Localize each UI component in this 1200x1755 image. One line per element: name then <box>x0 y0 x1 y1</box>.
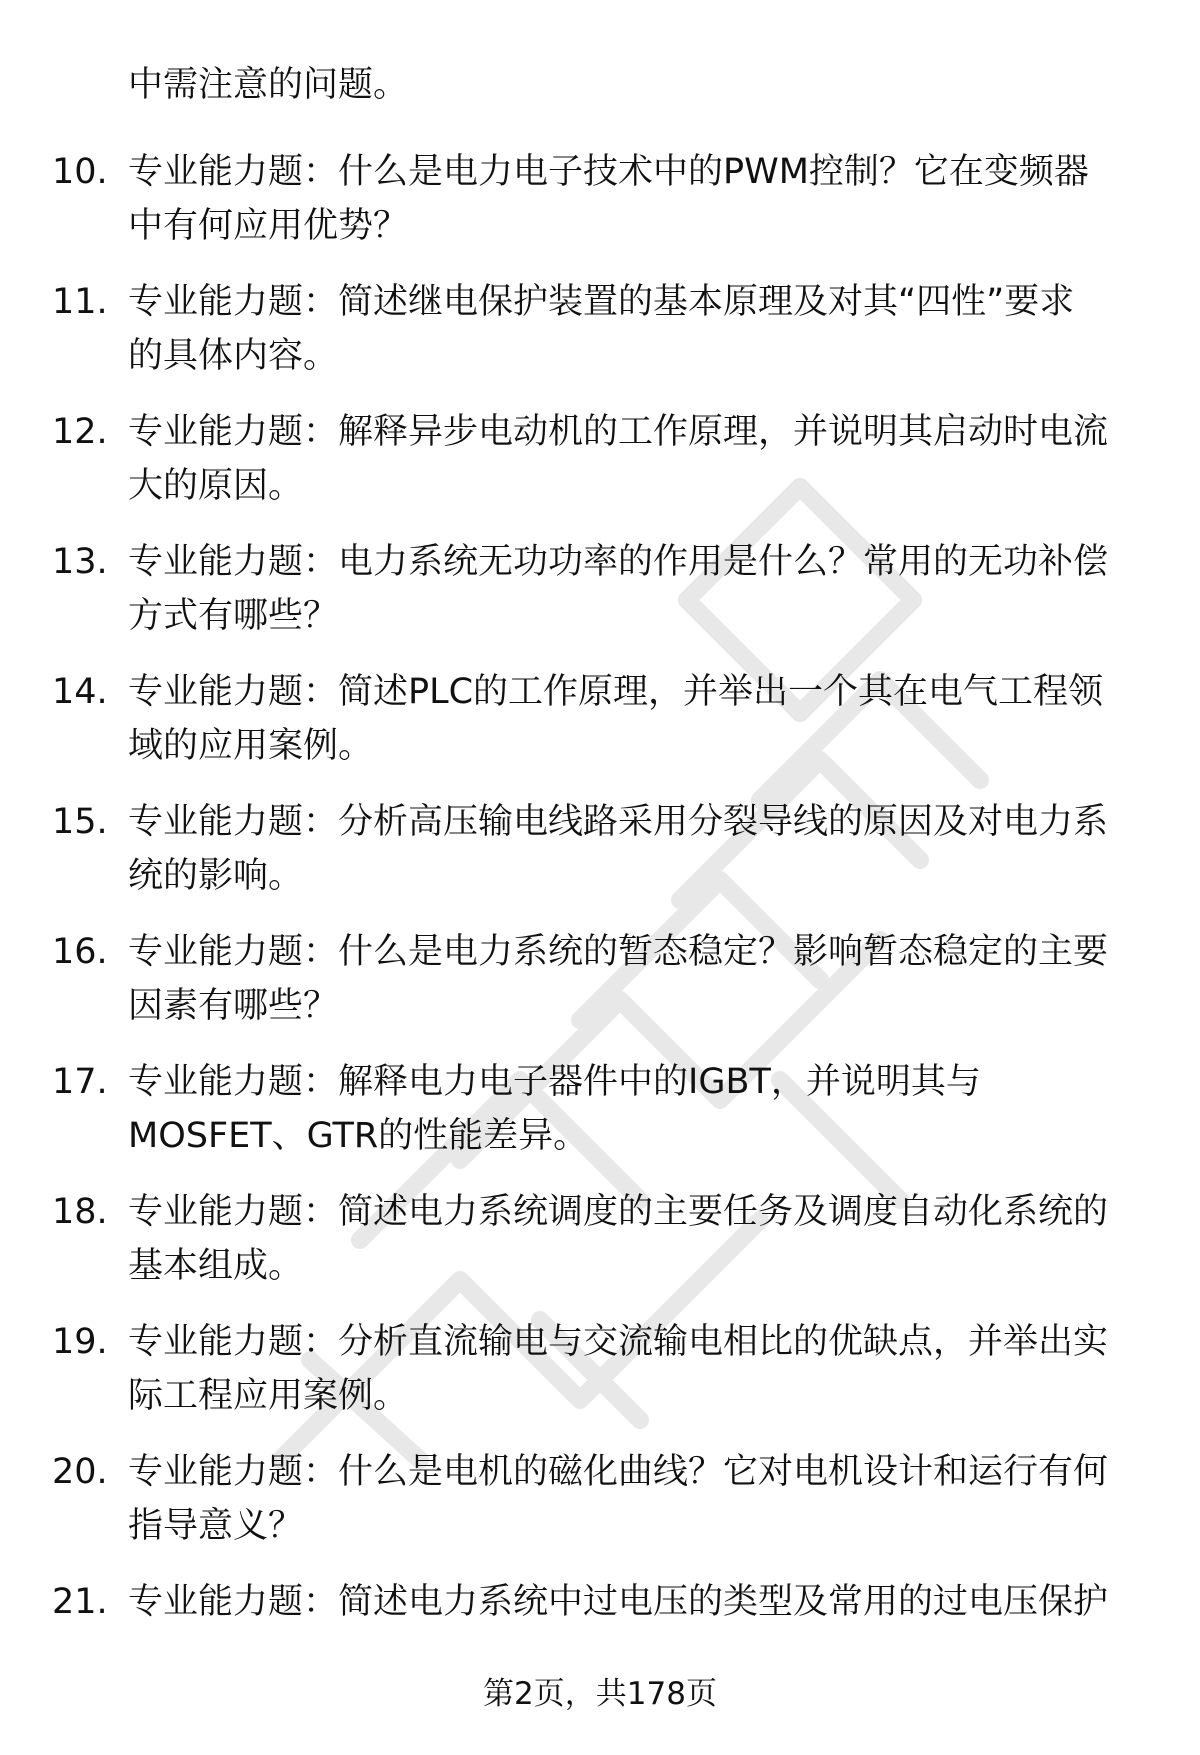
question-text-line-1: 专业能力题：简述继电保护装置的基本原理及对其“四性”要求 <box>128 282 1075 322</box>
question-text-line-1: 专业能力题：什么是电力电子技术中的PWM控制？它在变频器 <box>128 152 1089 192</box>
question-text-line-2: 指导意义？ <box>128 1506 304 1546</box>
question-number: 15. <box>52 802 108 842</box>
question-number: 16. <box>52 932 108 972</box>
question-text-line-1: 专业能力题：解释电力电子器件中的IGBT，并说明其与 <box>128 1062 981 1102</box>
page-footer: 第2页，共178页 <box>483 1676 717 1712</box>
question-text-line-1: 专业能力题：分析直流输电与交流输电相比的优缺点，并举出实 <box>128 1322 1109 1362</box>
question-text-line-1: 专业能力题：什么是电机的磁化曲线？它对电机设计和运行有何 <box>128 1452 1109 1492</box>
question-item <box>0 1055 1200 1185</box>
question-number: 11. <box>52 282 108 322</box>
question-text-line-2: MOSFET、GTR的性能差异。 <box>128 1116 589 1156</box>
question-number: 20. <box>52 1452 108 1492</box>
question-item <box>0 1185 1200 1315</box>
question-item <box>0 795 1200 925</box>
question-item <box>0 145 1200 275</box>
continuation-line: 中需注意的问题。 <box>128 65 409 105</box>
question-text-line-1: 专业能力题：电力系统无功功率的作用是什么？常用的无功补偿 <box>128 542 1109 582</box>
question-text-line-2: 的具体内容。 <box>128 336 339 376</box>
question-text-line-1: 专业能力题：什么是电力系统的暂态稳定？影响暂态稳定的主要 <box>128 932 1109 972</box>
question-item <box>0 405 1200 535</box>
question-item <box>0 275 1200 405</box>
question-item <box>0 1445 1200 1575</box>
question-text-line-2: 方式有哪些？ <box>128 596 339 636</box>
question-number: 12. <box>52 412 108 452</box>
question-text-line-1: 专业能力题：分析高压输电线路采用分裂导线的原因及对电力系 <box>128 802 1109 842</box>
question-text-line-2: 中有何应用优势？ <box>128 206 409 246</box>
question-number: 14. <box>52 672 108 712</box>
question-item <box>0 1315 1200 1445</box>
question-number: 21. <box>52 1582 108 1622</box>
question-text-line-2: 大的原因。 <box>128 466 304 506</box>
question-text-line-1: 专业能力题：简述PLC的工作原理，并举出一个其在电气工程领 <box>128 672 1104 712</box>
question-item <box>0 535 1200 665</box>
question-text-line-1: 专业能力题：简述电力系统中过电压的类型及常用的过电压保护 <box>128 1582 1109 1622</box>
question-list <box>0 145 1200 1705</box>
question-number: 13. <box>52 542 108 582</box>
question-text-line-1: 专业能力题：简述电力系统调度的主要任务及调度自动化系统的 <box>128 1192 1109 1232</box>
question-text-line-2: 基本组成。 <box>128 1246 304 1286</box>
question-number: 17. <box>52 1062 108 1102</box>
question-item <box>0 665 1200 795</box>
question-text-line-1: 专业能力题：解释异步电动机的工作原理，并说明其启动时电流 <box>128 412 1109 452</box>
question-item <box>0 925 1200 1055</box>
question-number: 19. <box>52 1322 108 1362</box>
question-text-line-2: 域的应用案例。 <box>128 726 374 766</box>
question-text-line-2: 因素有哪些？ <box>128 986 339 1026</box>
question-text-line-2: 统的影响。 <box>128 856 304 896</box>
question-number: 10. <box>52 152 108 192</box>
question-text-line-2: 际工程应用案例。 <box>128 1376 409 1416</box>
question-number: 18. <box>52 1192 108 1232</box>
